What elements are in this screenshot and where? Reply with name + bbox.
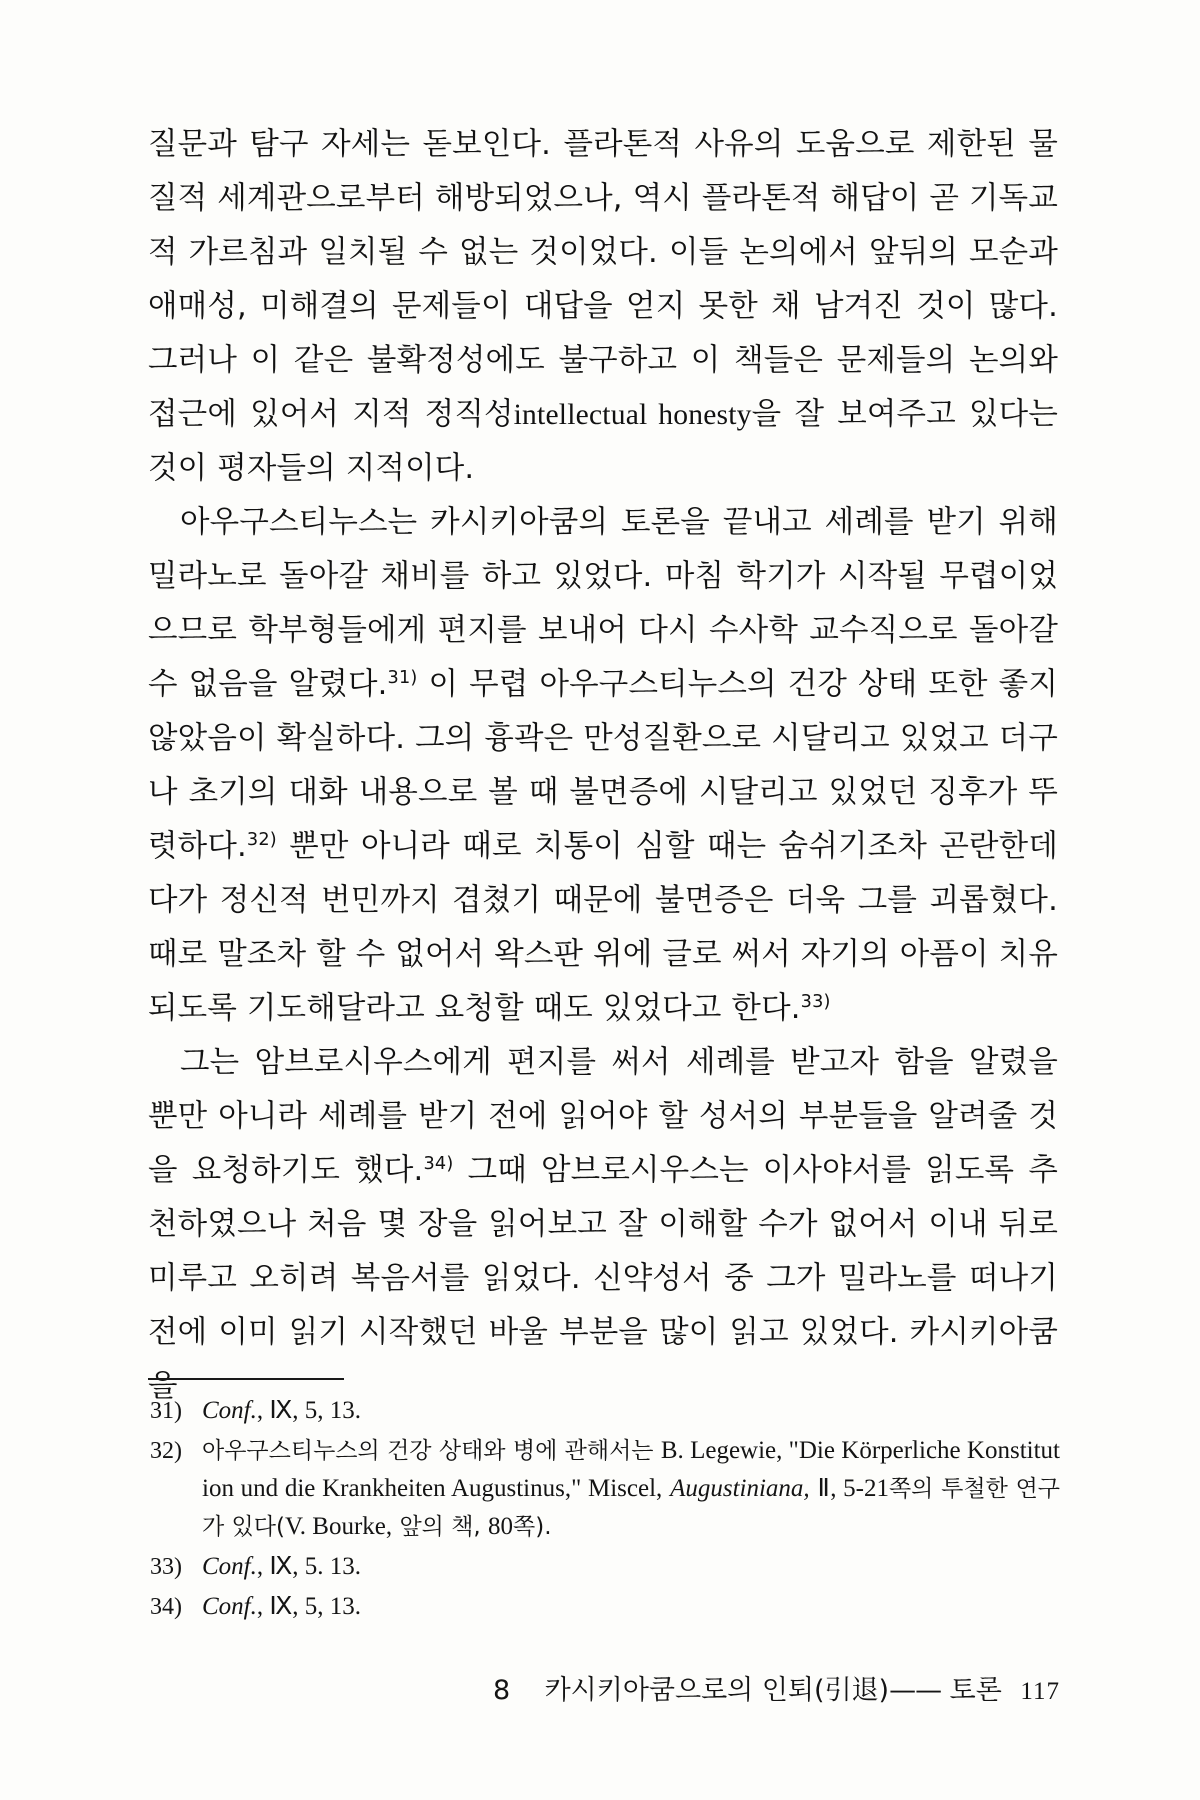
footnote-text: Conf., Ⅸ, 5, 13. — [202, 1397, 362, 1424]
page-body — [148, 118, 1058, 1414]
footnote-item — [150, 1548, 1060, 1586]
page-footer — [148, 1668, 1060, 1707]
footnote-item — [150, 1432, 1060, 1546]
footnote-ref-34[interactable]: 34) — [423, 1153, 454, 1174]
footer-chapter-title: 카시키아쿰으로의 인퇴(引退) — [544, 1675, 890, 1706]
footnote-item — [150, 1392, 1060, 1430]
footnote-number: 32) — [150, 1438, 182, 1464]
footnote-text: 아우구스티누스의 건강 상태와 병에 관해서는 B. Legewie, "Die Körperliche Konstitution und die Krankheiten Augustinus," Miscel, Augustiniana, Ⅱ, 5-21쪽의 투철한 연구가 있다(V. Bourke, 앞의 책, 80쪽). — [202, 1437, 1061, 1540]
page-number: 117 — [1020, 1678, 1060, 1705]
footnote-number: 33) — [150, 1554, 182, 1580]
footnote-ref-31[interactable]: 31) — [387, 667, 418, 688]
footnote-divider — [148, 1378, 344, 1380]
paragraph-1: 질문과 탐구 자세는 돋보인다. 플라톤적 사유의 도움으로 제한된 물질적 세계관으로부터 해방되었으나, 역시 플라톤적 해답이 곧 기독교적 가르침과 일치될 수 없는 것이었다. 이들 논의에서 앞뒤의 모순과 애매성, 미해결의 문제들이 대답을 얻지 못한 채 남겨진 것이 많다. 그러나 이 같은 불확정성에도 불구하고 이 책들은 문제들의 논의와 접근에 있어서 지적 정직성intellectual honesty을 잘 보여주고 있다는 것이 평자들의 지적이다. — [148, 127, 1058, 486]
footer-separator: —— — [889, 1675, 942, 1706]
paragraph-3: 그는 암브로시우스에게 편지를 써서 세례를 받고자 함을 알렸을 뿐만 아니라 세례를 받기 전에 읽어야 할 성서의 부분들을 알려줄 것을 요청하기도 했다.$^{34)}$ 그때 암브로시우스는 이사야서를 읽도록 추천하였으나 처음 몇 장을 읽어보고 잘 이해할 수가 없어서 이내 뒤로 미루고 오히려 복음서를 읽었다. 신약성서 중 그가 밀라노를 떠나기 전에 이미 읽기 시작했던 바울 부분을 많이 읽고 있었다. 카시키아쿰을 — [148, 1045, 1058, 1404]
footnote-item — [150, 1588, 1060, 1626]
footer-section: 토론 — [949, 1675, 1002, 1706]
latin-term-intellectual-honesty: intellectual honesty — [513, 399, 752, 431]
footnote-number: 31) — [150, 1398, 182, 1424]
footnote-number: 34) — [150, 1594, 182, 1620]
footnote-text: Conf., Ⅸ, 5. 13. — [202, 1553, 362, 1580]
footnote-text: Conf., Ⅸ, 5, 13. — [202, 1593, 362, 1620]
body-text-block — [148, 118, 1058, 1414]
footer-chapter-number: 8 — [493, 1675, 511, 1706]
footnote-ref-33[interactable]: 33) — [800, 991, 831, 1012]
paragraph-2: 아우구스티누스는 카시키아쿰의 토론을 끝내고 세례를 받기 위해 밀라노로 돌아갈 채비를 하고 있었다. 마침 학기가 시작될 무렵이었으므로 학부형들에게 편지를 보내어 다시 수사학 교수직으로 돌아갈 수 없음을 알렸다.$^{31)}$ 이 무렵 아우구스티누스의 건강 상태 또한 좋지 않았음이 확실하다. 그의 흉곽은 만성질환으로 시달리고 있었고 더구나 초기의 대화 내용으로 볼 때 불면증에 시달리고 있었던 징후가 뚜렷하다.$^{32)}$ 뿐만 아니라 때로 치통이 심할 때는 숨쉬기조차 곤란한데다가 정신적 번민까지 겹쳤기 때문에 불면증은 더욱 그를 괴롭혔다. 때로 말조차 할 수 없어서 왁스판 위에 글로 써서 자기의 아픔이 치유되도록 기도해달라고 요청할 때도 있었다고 한다.$^{33)}$ — [148, 505, 1058, 1026]
footnote-ref-32[interactable]: 32) — [246, 829, 277, 850]
footnote-list — [150, 1392, 1060, 1628]
